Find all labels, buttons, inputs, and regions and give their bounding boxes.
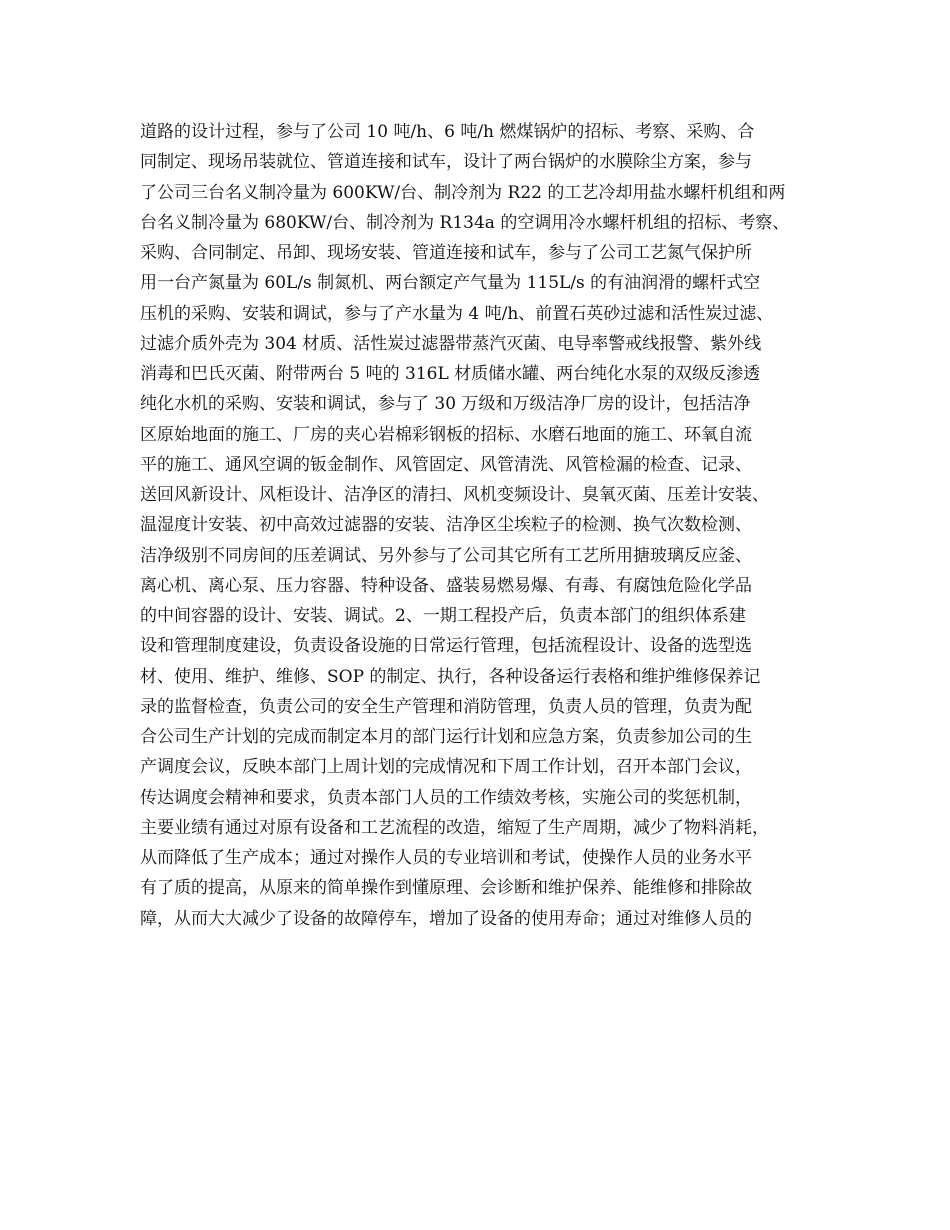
text-line: 的中间容器的设计、安装、调试。2、一期工程投产后，负责本部门的组织体系建 [140, 606, 746, 626]
text-line: 台名义制冷量为 680KW/台、制冷剂为 R134a 的空调用冷水螺杆机组的招标、考察、 [140, 212, 790, 233]
text-line: 洁净级别不同房间的压差调试、另外参与了公司其它所有工艺所用搪玻璃反应釜、 [140, 545, 752, 566]
text-line: 产调度会议，反映本部门上周计划的完成情况和下周工作计划，召开本部门会议， [140, 757, 752, 778]
text-line: 材、使用、维护、维修、SOP 的制定、执行，各种设备运行表格和维护维修保养记 [140, 666, 761, 687]
text-line: 压机的采购、安装和调试，参与了产水量为 4 吨/h、前置石英砂过滤和活性炭过滤、 [140, 303, 774, 324]
text-line: 同制定、现场吊装就位、管道连接和试车，设计了两台锅炉的水膜除尘方案，参与 [140, 152, 752, 173]
text-line: 过滤介质外壳为 304 材质、活性炭过滤器带蒸汽灭菌、电导率警戒线报警、紫外线 [140, 333, 762, 354]
text-line: 送回风新设计、风柜设计、洁净区的清扫、风机变频设计、臭氧灭菌、压差计安装、 [140, 485, 769, 505]
text-line: 设和管理制度建设，负责设备设施的日常运行管理，包括流程设计、设备的选型选 [140, 636, 752, 657]
text-line: 传达调度会精神和要求，负责本部门人员的工作绩效考核，实施公司的奖惩机制， [140, 787, 752, 808]
text-line: 离心机、离心泵、压力容器、特种设备、盛装易燃易爆、有毒、有腐蚀危险化学品 [140, 575, 752, 596]
body-text [140, 117, 830, 934]
text-line: 道路的设计过程，参与了公司 10 吨/h、6 吨/h 燃煤锅炉的招标、考察、采购、合 [140, 122, 755, 142]
text-line: 障，从而大大减少了设备的故障停车，增加了设备的使用寿命；通过对维修人员的 [140, 908, 752, 929]
text-line: 从而降低了生产成本；通过对操作人员的专业培训和考试，使操作人员的业务水平 [140, 848, 752, 868]
text-line: 采购、合同制定、吊卸、现场安装、管道连接和试车，参与了公司工艺氮气保护所 [140, 243, 752, 263]
text-line: 录的监督检查，负责公司的安全生产管理和消防管理，负责人员的管理，负责为配 [140, 696, 752, 717]
text-line: 平的施工、通风空调的钣金制作、风管固定、风管清洗、风管检漏的检查、记录、 [140, 454, 752, 475]
text-line: 消毒和巴氏灭菌、附带两台 5 吨的 316L 材质储水罐、两台纯化水泵的双级反渗透 [140, 364, 761, 384]
text-line: 主要业绩有通过对原有设备和工艺流程的改造，缩短了生产周期，减少了物料消耗， [140, 817, 769, 838]
text-line: 温湿度计安装、初中高效过滤器的安装、洁净区尘埃粒子的检测、换气次数检测、 [140, 515, 752, 536]
text-line: 区原始地面的施工、厂房的夹心岩棉彩钢板的招标、水磨石地面的施工、环氧自流 [140, 424, 752, 445]
text-line: 纯化水机的采购、安装和调试，参与了 30 万级和万级洁净厂房的设计，包括洁净 [140, 394, 751, 415]
text-line: 了公司三台名义制冷量为 600KW/台、制冷剂为 R22 的工艺冷却用盐水螺杆机组和两 [140, 182, 786, 203]
text-line: 合公司生产计划的完成而制定本月的部门运行计划和应急方案，负责参加公司的生 [140, 727, 752, 747]
text-line: 有了质的提高，从原来的简单操作到懂原理、会诊断和维护保养、能维修和排除故 [140, 878, 752, 899]
text-line: 用一台产氮量为 60L/s 制氮机、两台额定产气量为 115L/s 的有油润滑的螺杆式空 [140, 273, 761, 294]
